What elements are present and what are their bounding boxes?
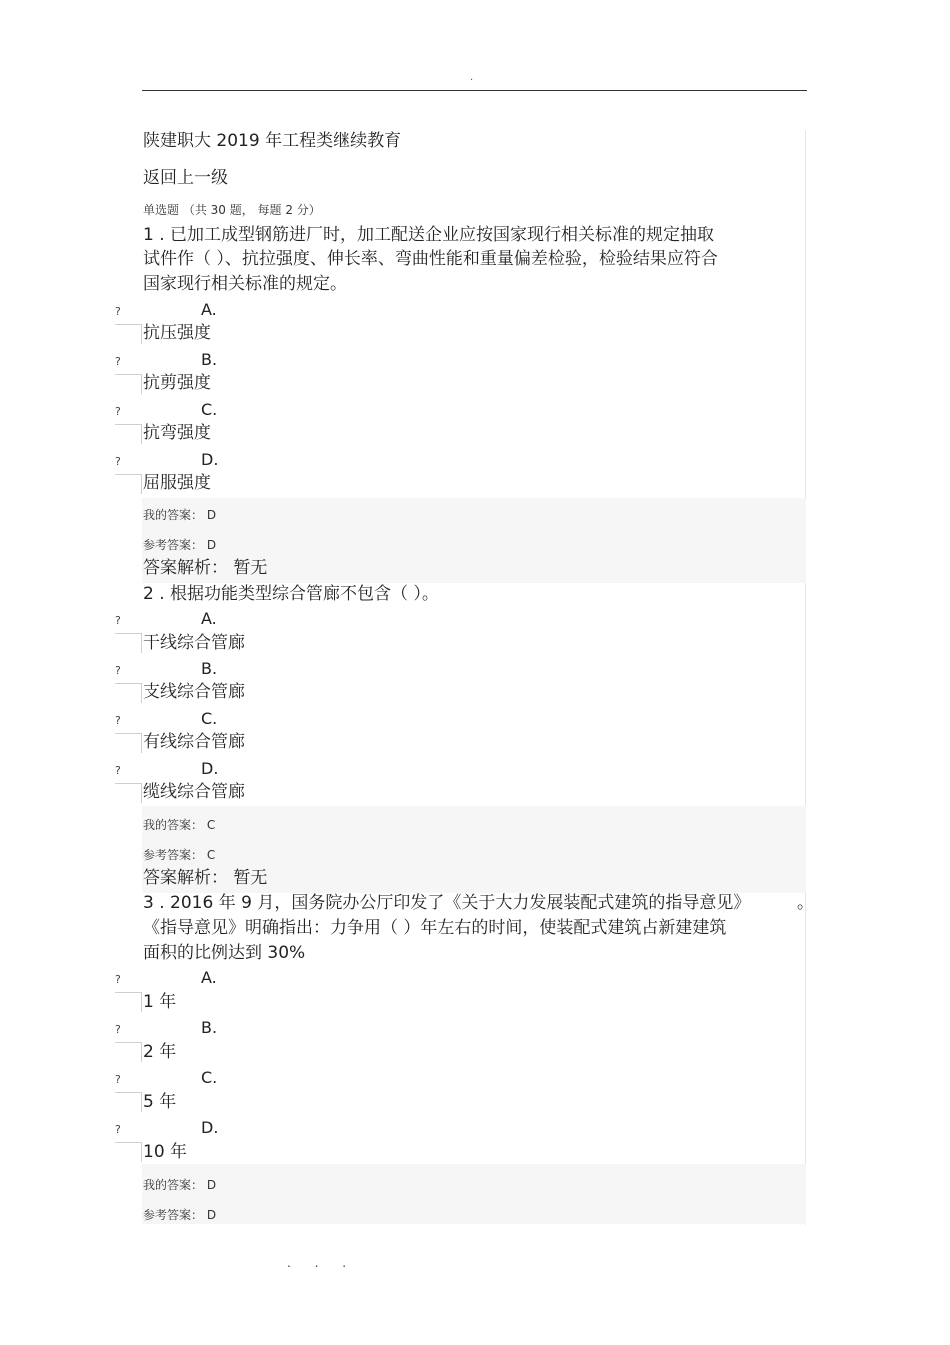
option-text: 5 年 <box>143 1092 177 1112</box>
radio-icon[interactable]: ? <box>115 664 121 677</box>
radio-box[interactable] <box>115 633 142 653</box>
radio-icon[interactable]: ? <box>115 714 121 727</box>
header-mark: . <box>470 72 474 83</box>
back-link[interactable]: 返回上一级 <box>143 168 228 188</box>
radio-icon[interactable]: ? <box>115 973 121 986</box>
radio-icon[interactable]: ? <box>115 614 121 627</box>
question-text-line: 《指导意见》明确指出：力争用（ ）年左右的时间，使装配式建筑占新建建筑 <box>143 918 727 938</box>
reference-answer: 参考答案： D <box>143 1208 217 1222</box>
section-heading: 单选题 （共 30 题， 每题 2 分） <box>143 203 321 217</box>
radio-icon[interactable]: ? <box>115 1073 121 1086</box>
option-text: 抗弯强度 <box>143 423 211 443</box>
radio-box[interactable] <box>115 424 142 444</box>
option-letter: C. <box>201 1068 218 1087</box>
option-text: 干线综合管廊 <box>143 633 245 653</box>
option-text: 抗剪强度 <box>143 373 211 393</box>
answer-analysis: 答案解析： 暂无 <box>143 868 268 888</box>
option-letter: D. <box>201 450 219 469</box>
option-text: 2 年 <box>143 1042 177 1062</box>
radio-icon[interactable]: ? <box>115 405 121 418</box>
radio-icon[interactable]: ? <box>115 455 121 468</box>
option-letter: C. <box>201 709 218 728</box>
my-answer: 我的答案： D <box>143 508 217 522</box>
question-text-line: 面积的比例达到 30% <box>143 943 306 963</box>
option-letter: A. <box>201 300 217 319</box>
radio-box[interactable] <box>115 992 142 1012</box>
question-text-line: 国家现行相关标准的规定。 <box>143 274 347 294</box>
option-text: 缆线综合管廊 <box>143 782 245 802</box>
radio-box[interactable] <box>115 733 142 753</box>
option-letter: C. <box>201 400 218 419</box>
option-text: 抗压强度 <box>143 323 211 343</box>
option-letter: A. <box>201 968 217 987</box>
radio-box[interactable] <box>115 783 142 803</box>
document-title: 陕建职大 2019 年工程类继续教育 <box>143 131 402 151</box>
radio-icon[interactable]: ? <box>115 1123 121 1136</box>
option-text: 10 年 <box>143 1142 188 1162</box>
option-text: 有线综合管廊 <box>143 732 245 752</box>
reference-answer: 参考答案： C <box>143 848 216 862</box>
radio-box[interactable] <box>115 374 142 394</box>
radio-box[interactable] <box>115 1142 142 1162</box>
header-rule <box>142 90 807 91</box>
option-text: 屈服强度 <box>143 473 211 493</box>
content-frame <box>142 130 806 1225</box>
question-text-line: 3 . 2016 年 9 月，国务院办公厅印发了《关于大力发展装配式建筑的指导意见》 <box>143 893 751 913</box>
question-text-line: 试件作（ ）、抗拉强度、伸长率、弯曲性能和重量偏差检验，检验结果应符合 <box>143 249 718 269</box>
option-letter: B. <box>201 1018 218 1037</box>
radio-icon[interactable]: ? <box>115 355 121 368</box>
question-text-line: 2 . 根据功能类型综合管廊不包含（ ）。 <box>143 584 439 604</box>
answer-analysis: 答案解析： 暂无 <box>143 558 268 578</box>
question-trailing-mark: 。 <box>797 893 814 913</box>
option-letter: A. <box>201 609 217 628</box>
radio-box[interactable] <box>115 474 142 494</box>
my-answer: 我的答案： C <box>143 818 216 832</box>
radio-box[interactable] <box>115 1042 142 1062</box>
radio-box[interactable] <box>115 1092 142 1112</box>
radio-icon[interactable]: ? <box>115 305 121 318</box>
option-letter: B. <box>201 350 218 369</box>
my-answer: 我的答案： D <box>143 1178 217 1192</box>
footer-mark: . . . <box>287 1256 357 1270</box>
question-text-line: 1 . 已加工成型钢筋进厂时，加工配送企业应按国家现行相关标准的规定抽取 <box>143 225 715 245</box>
radio-icon[interactable]: ? <box>115 1023 121 1036</box>
option-text: 1 年 <box>143 992 177 1012</box>
option-letter: D. <box>201 759 219 778</box>
option-letter: B. <box>201 659 218 678</box>
option-text: 支线综合管廊 <box>143 682 245 702</box>
reference-answer: 参考答案： D <box>143 538 217 552</box>
radio-box[interactable] <box>115 324 142 344</box>
answer-panel <box>142 1164 806 1224</box>
option-letter: D. <box>201 1118 219 1137</box>
radio-icon[interactable]: ? <box>115 764 121 777</box>
radio-box[interactable] <box>115 683 142 703</box>
